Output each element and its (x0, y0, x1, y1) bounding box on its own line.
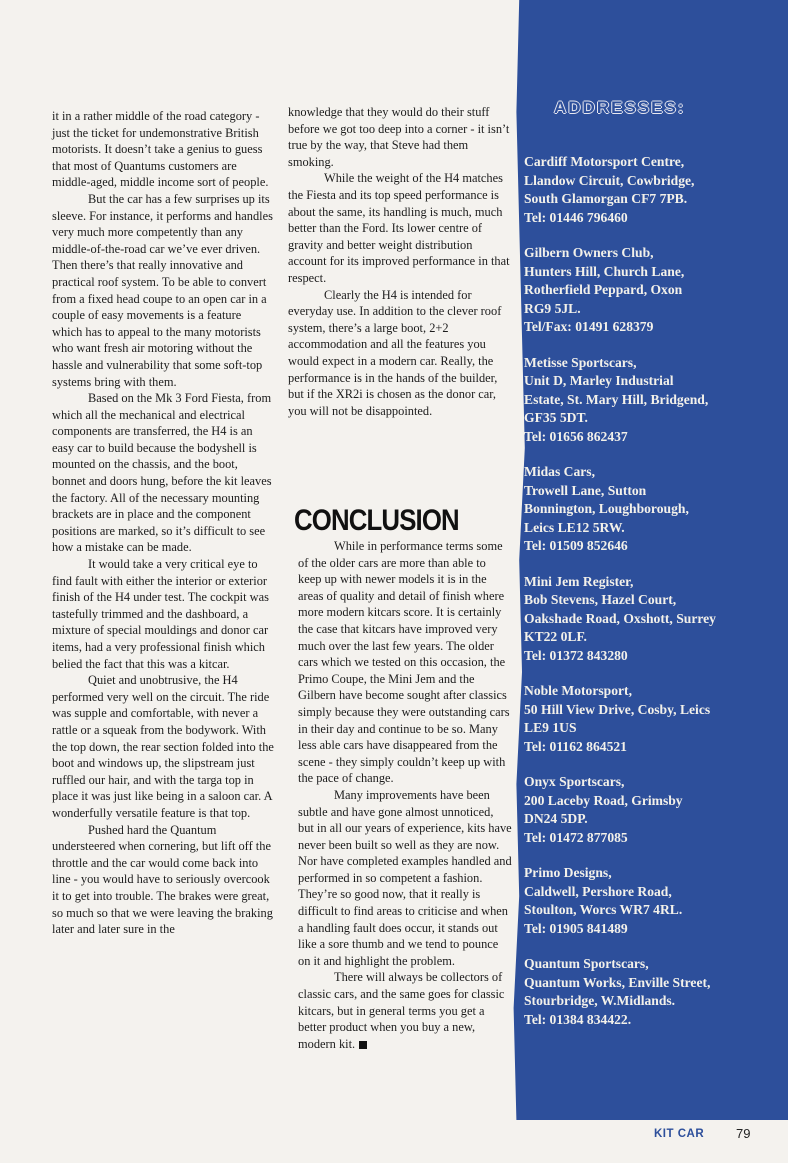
address-line: KT22 0LF. (524, 629, 587, 644)
page-footer (612, 1126, 762, 1146)
addresses-list (524, 153, 780, 1046)
address-line: Midas Cars, (524, 464, 595, 479)
address-line: RG9 5JL. (524, 300, 581, 316)
address-line: Stoulton, Worcs WR7 4RL. (524, 902, 683, 917)
address-line: LE9 1US (524, 720, 577, 735)
address-line: Tel: 01472 877085 (524, 829, 628, 845)
address-entry (524, 244, 780, 337)
article-paragraph: While the weight of the H4 matches the Fiesta and its top speed performance is about the same, its handling is much, much better than the Ford. Its lower centre of gravity and better weight distribution account for its improved performance in that respect. (288, 171, 510, 285)
end-of-article-mark (359, 1041, 367, 1049)
article-paragraph: knowledge that they would do their stuff before we got too deep into a corner - it isn’t true by the way, that Steve had them smoking. (288, 105, 510, 169)
address-entry (524, 864, 780, 938)
magazine-name: KIT CAR (654, 1128, 705, 1140)
article-paragraph: While in performance terms some of the older cars are more than able to keep up with newer models it is in the areas of quality and detail of finish where more modern kitcars score. It is certainly the case that kitcars have improved very much over the last few years. The older cars which we tested on this occasion, the Primo Coupe, the Mini Jem and the Gilbern have become sought after classics simply because they were outstanding cars in their day and continue to be so. Many less able cars have disappeared from the scene - they simply couldn’t keep up with the pace of change. (298, 539, 510, 786)
address-line: Unit D, Marley Industrial (524, 373, 674, 388)
address-line: Oakshade Road, Oxshott, Surrey (524, 610, 716, 626)
address-entry (524, 354, 780, 447)
address-line: Onyx Sportscars, (524, 774, 625, 789)
address-line: Mini Jem Register, (524, 573, 634, 589)
address-line: Estate, St. Mary Hill, Bridgend, (524, 391, 709, 407)
address-line: 200 Laceby Road, Grimsby (524, 792, 683, 808)
address-line: Bonnington, Loughborough, (524, 501, 689, 516)
article-paragraph: Pushed hard the Quantum understeered when cornering, but lift off the throttle and the car would come back into line - you would have to seriously overcook it to get into trouble. The brakes were great, so much so that we were leaving the braking later and later sure in the (52, 822, 273, 937)
address-line: Primo Designs, (524, 865, 612, 880)
article-paragraph: But the car has a few surprises up its sleeve. For instance, it performs and handles very much more competently than any middle-of-the-road car we’ve ever driven. Then there’s that really innovative and practical roof system. To be able to convert from a fixed head coupe to an open car in a couple of easy movements is a feature which has to appeal to the many motorists who want fresh air motoring without the hassle and vulnerability that some soft-top systems bring with them. (52, 191, 273, 389)
address-line: DN24 5DP. (524, 811, 588, 826)
address-line: Tel: 01446 796460 (524, 209, 628, 225)
conclusion-heading: CONCLUSION (294, 504, 459, 537)
article-column-1 (52, 108, 274, 938)
addresses-title: ADDRESSES: (554, 98, 686, 117)
article-paragraph: There will always be collectors of classic cars, and the same goes for classic kitcars, but in general terms you get a better product when you buy a new, modern kit. (298, 970, 505, 1051)
address-entry (524, 682, 780, 756)
address-line: Stourbridge, W.Midlands. (524, 993, 676, 1008)
address-line: South Glamorgan CF7 7PB. (524, 191, 688, 206)
address-line: Leics LE12 5RW. (524, 519, 625, 535)
address-line: Tel: 01384 834422. (524, 1011, 632, 1027)
address-line: Hunters Hill, Church Lane, (524, 263, 685, 279)
address-line: Tel/Fax: 01491 628379 (524, 319, 654, 334)
address-line: Tel: 01509 852646 (524, 538, 628, 553)
address-line: 50 Hill View Drive, Cosby, Leics (524, 701, 711, 717)
address-line: Tel: 01905 841489 (524, 920, 628, 936)
address-line: Tel: 01162 864521 (524, 738, 627, 754)
address-line: Tel: 01372 843280 (524, 647, 628, 663)
address-line: Quantum Works, Enville Street, (524, 974, 711, 990)
address-line: Trowell Lane, Sutton (524, 482, 647, 498)
address-entry (524, 955, 780, 1029)
address-entry (524, 463, 780, 556)
address-line: Quantum Sportscars, (524, 956, 649, 971)
address-entry (524, 153, 780, 227)
address-entry (524, 773, 780, 847)
page-number: 79 (736, 1126, 751, 1141)
article-paragraph: it in a rather middle of the road category - just the ticket for undemonstrative British motorists. It doesn’t take a genius to guess that most of Quantums customers are middle-aged, middle income sort of people. (52, 109, 269, 190)
article-paragraph: Many improvements have been subtle and have gone almost unnoticed, but in all our years of experience, kits have never been built so well as they are now. Nor have completed examples handled and performed in so competent a fashion. They’re so good now, that it really is difficult to find areas to criticise and when a handling fault does occur, it stands out like a sore thumb and we tend to pounce on it and highlight the problem. (298, 787, 512, 968)
article-paragraph: Clearly the H4 is intended for everyday use. In addition to the clever roof system, there’s a large boot, 2+2 accommodation and all the features you would expect in a modern car. Really, the performance is in the hands of the builder, but if the XR2i is chosen as the donor car, you will not be disappointed. (288, 287, 502, 418)
article-paragraph: It would take a very critical eye to find fault with either the interior or exterior finish of the H4 under test. The cockpit was tastefully trimmed and the dashboard, a mixture of special mouldings and donor car items, had a very professional finish which belied the fact that this was a kitcar. (52, 557, 269, 671)
address-line: Noble Motorsport, (524, 683, 632, 698)
address-line: Tel: 01656 862437 (524, 428, 628, 444)
article-paragraph: Quiet and unobtrusive, the H4 performed very well on the circuit. The ride was supple and comfortable, with never a rattle or a squeak from the bodywork. With the top down, the rear section folded into the boot and windows up, the slipstream just ruffled our hair, and with the targa top in place it was just like being in a saloon car. A wonderfully versatile feature is that top. (52, 673, 274, 820)
address-line: Llandow Circuit, Cowbridge, (524, 172, 695, 188)
article-column-2 (288, 104, 510, 419)
address-line: Caldwell, Pershore Road, (524, 883, 672, 899)
address-line: Rotherfield Peppard, Oxon (524, 282, 683, 297)
address-line: Bob Stevens, Hazel Court, (524, 592, 677, 607)
address-entry (524, 573, 780, 666)
address-line: Cardiff Motorsport Centre, (524, 154, 685, 169)
address-line: Gilbern Owners Club, (524, 245, 654, 260)
address-line: GF35 5DT. (524, 410, 588, 425)
address-line: Metisse Sportscars, (524, 354, 637, 370)
conclusion-column (298, 538, 512, 1052)
article-paragraph: Based on the Mk 3 Ford Fiesta, from which all the mechanical and electrical components are transferred, the H4 is an easy car to build because the bodyshell is mounted on the chassis, and the boot, bonnet and doors hung, before the kit leaves the factory. All of the necessary mounting brackets are in place and the component positions are marked, so it’s difficult to see how a mistake can be made. (52, 391, 272, 555)
